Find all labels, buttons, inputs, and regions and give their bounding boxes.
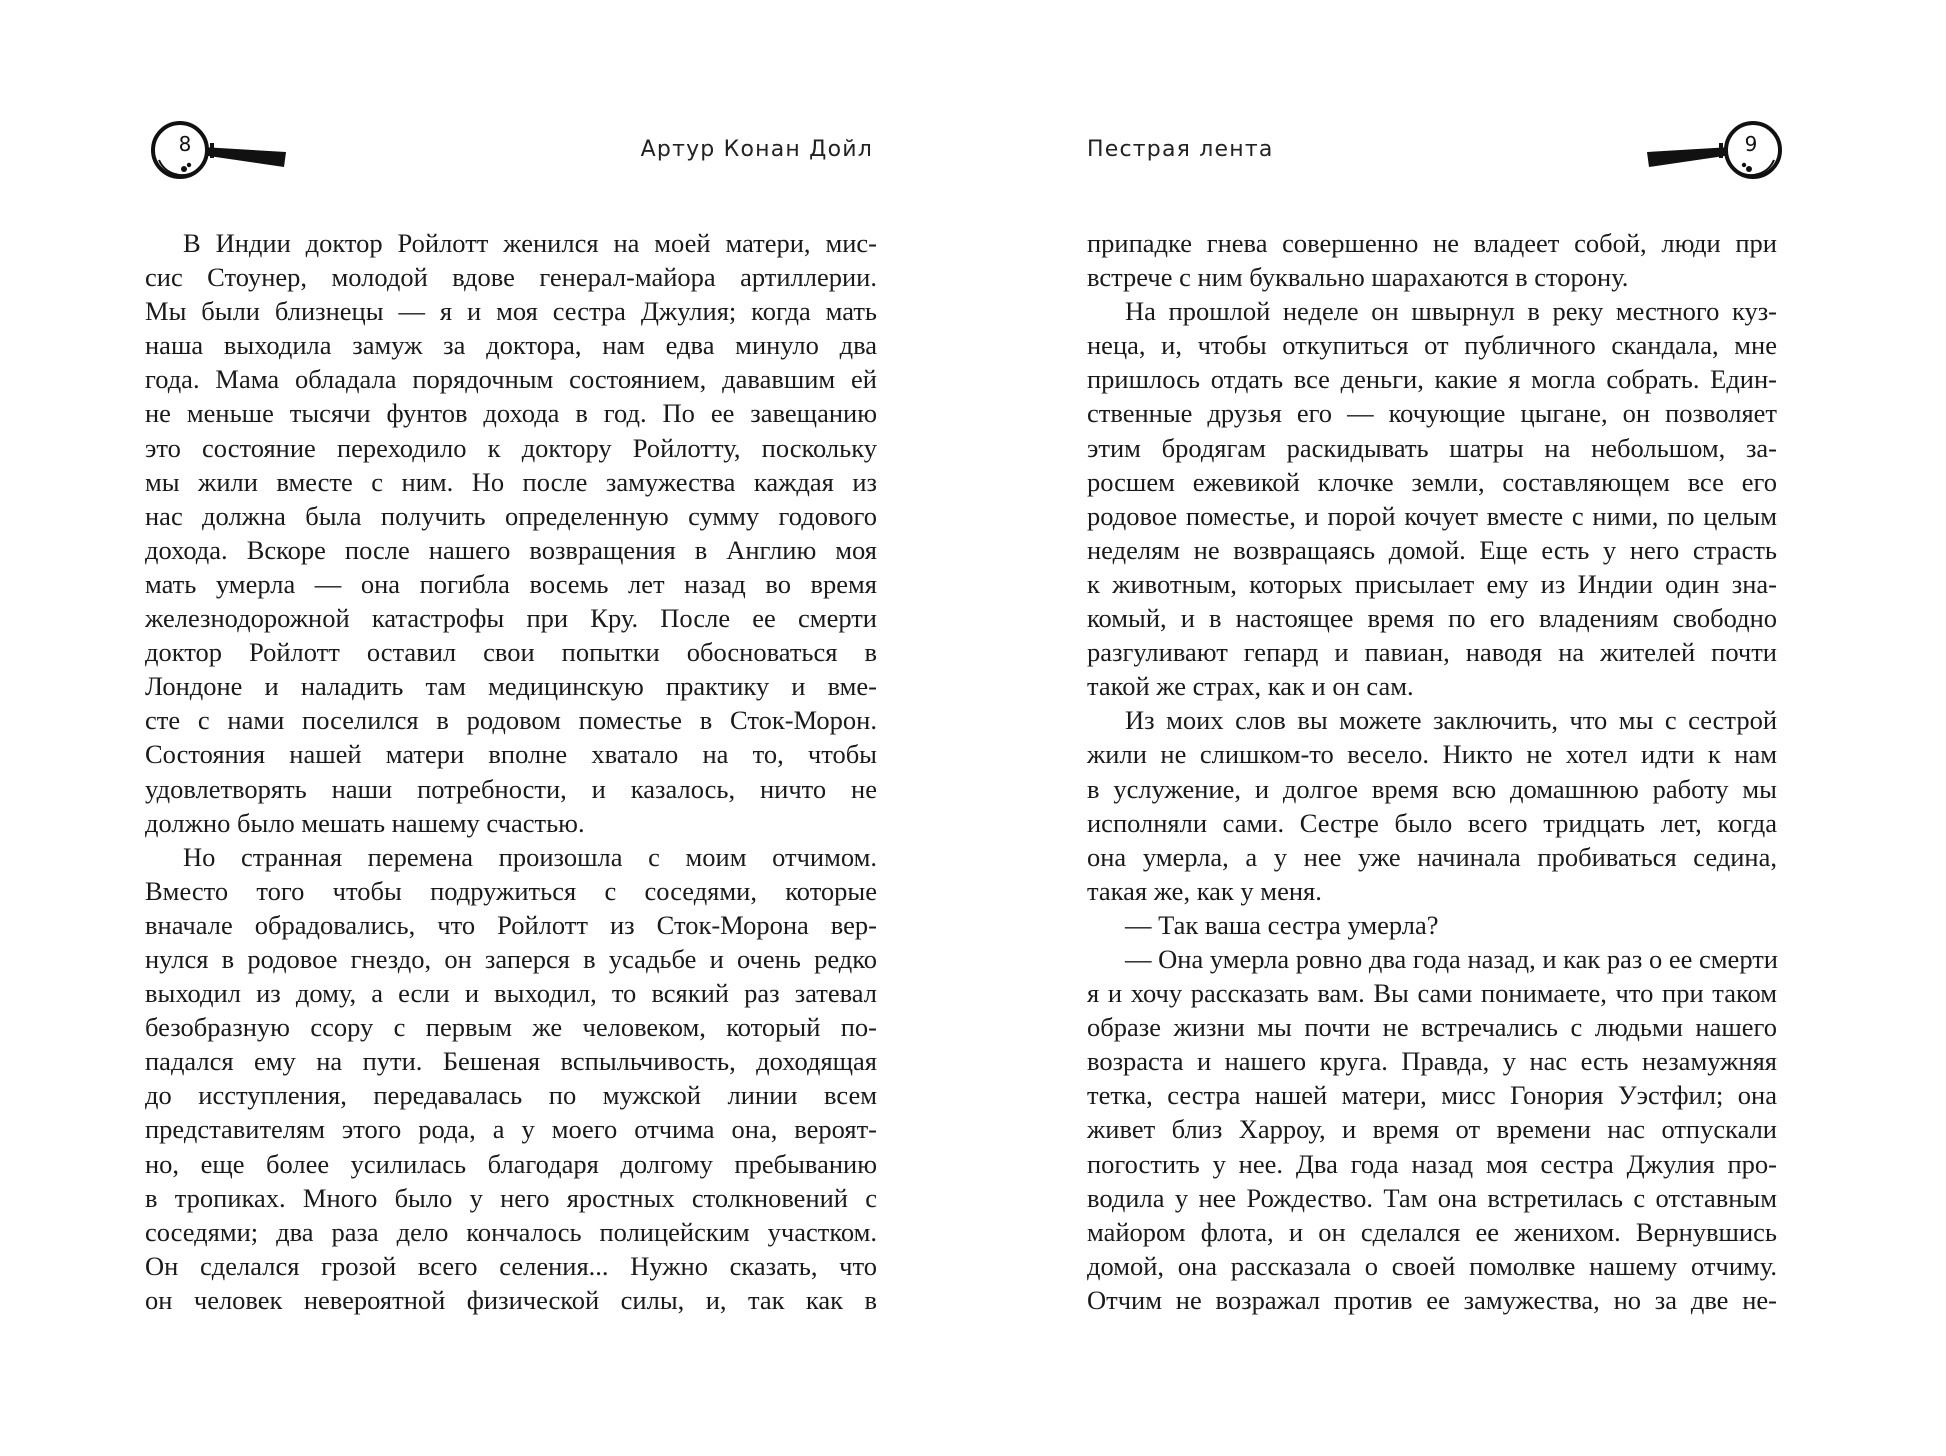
text-line: вначале обрадовались, что Ройлотт из Сток-Морона вер- xyxy=(145,909,877,940)
text-line: домой, она рассказала о своей помолвке нашему отчиму. xyxy=(1087,1250,1777,1281)
text-line: года. Мама обладала порядочным состоянием, дававшим ей xyxy=(145,364,877,395)
text-line: Состояния нашей матери вполне хватало на то, чтобы xyxy=(145,739,877,770)
text-line: дохода. Вскоре после нашего возвращения в Англию моя xyxy=(145,534,877,565)
text-line: такой же страх, как и он сам. xyxy=(1087,671,1414,702)
text-line: росшем ежевикой клочке земли, составляющем все его xyxy=(1087,466,1777,497)
text-line: разгуливают гепард и павиан, наводя на жителей почти xyxy=(1087,637,1777,668)
text-line: возраста и нашего круга. Правда, у нас есть незамужняя xyxy=(1087,1046,1777,1077)
text-line: удовлетворять наши потребности, и казалось, ничто не xyxy=(145,773,877,804)
text-line: Мы были близнецы — я и моя сестра Джулия; когда мать xyxy=(145,296,877,327)
text-line: но, еще более усилилась благодаря долгому пребыванию xyxy=(145,1148,877,1179)
text-line: нас должна была получить определенную сумму годового xyxy=(145,500,877,531)
text-line: я и хочу рассказать вам. Вы сами понимаете, что при таком xyxy=(1087,978,1777,1009)
text-line: в услужение, и долгое время всю домашнюю работу мы xyxy=(1087,773,1777,804)
page-number: 8 xyxy=(178,132,192,156)
text-line: мать умерла — она погибла восемь лет назад во время xyxy=(145,568,877,599)
text-line: водила у нее Рождество. Там она встретилась с отставным xyxy=(1087,1182,1777,1213)
text-line: этим бродягам раскидывать шатры на небольшом, за- xyxy=(1087,432,1777,463)
text-line: не меньше тысячи фунтов дохода в год. По ее завещанию xyxy=(145,398,877,429)
text-line: — Так ваша сестра умерла? xyxy=(1125,909,1439,940)
text-line: сте с нами поселился в родовом поместье в Сток-Морон. xyxy=(145,705,877,736)
text-line: Из моих слов вы можете заключить, что мы с сестрой xyxy=(1125,705,1777,736)
text-line: железнодорожной катастрофы при Кру. После ее смерти xyxy=(145,603,877,634)
text-line: безобразную ссору с первым же человеком, который по- xyxy=(145,1012,877,1043)
text-line: она умерла, а у нее уже начинала пробиваться седина, xyxy=(1087,841,1777,872)
text-line: — Она умерла ровно два года назад, и как раз о ее смерти xyxy=(1125,943,1778,974)
text-line: должно было мешать нашему счастью. xyxy=(145,807,585,838)
text-line: падался ему на пути. Бешеная вспыльчивость, доходящая xyxy=(145,1046,877,1077)
text-line: Отчим не возражал против ее замужества, но за две не- xyxy=(1087,1284,1777,1315)
text-line: тетка, сестра нашей матери, мисс Гонория Уэстфил; она xyxy=(1087,1080,1777,1111)
text-line: Но странная перемена произошла с моим отчимом. xyxy=(183,841,877,872)
page-number: 9 xyxy=(1744,132,1758,156)
text-line: комый, и в настоящее время по его владениям свободно xyxy=(1087,603,1777,634)
text-line: жили не слишком-то весело. Никто не хотел идти к нам xyxy=(1087,739,1777,770)
text-line: ственные друзья его — кочующие цыгане, он позволяет xyxy=(1087,398,1777,429)
text-line: неца, и, чтобы откупиться от публичного скандала, мне xyxy=(1087,330,1777,361)
text-line: На прошлой неделе он швырнул в реку местного куз- xyxy=(1125,296,1777,327)
text-line: В Индии доктор Ройлотт женился на моей матери, мис- xyxy=(183,228,877,258)
text-line: это состояние переходило к доктору Ройлотту, поскольку xyxy=(145,432,877,463)
text-line: неделям не возвращаясь домой. Еще есть у него страсть xyxy=(1087,534,1777,565)
text-line: образе жизни мы почти не встречались с людьми нашего xyxy=(1087,1012,1777,1043)
running-head-author: Артур Конан Дойл xyxy=(640,137,873,162)
running-head-title: Пестрая лента xyxy=(1087,137,1274,162)
text-line: встрече с ним буквально шарахаются в сторону. xyxy=(1087,262,1629,293)
text-line: погостить у нее. Два года назад моя сестра Джулия про- xyxy=(1087,1148,1777,1179)
page-number-badge xyxy=(1643,112,1783,188)
text-line: наша выходила замуж за доктора, нам едва минуло два xyxy=(145,330,877,361)
text-line: Вместо того чтобы подружиться с соседями, которые xyxy=(145,875,877,906)
text-line: Он сделался грозой всего селения... Нужно сказать, что xyxy=(145,1250,877,1281)
text-line: выходил из дому, а если и выходил, то всякий раз затевал xyxy=(145,978,877,1009)
text-line: пришлось отдать все деньги, какие я могла собрать. Един- xyxy=(1087,364,1777,395)
body-text xyxy=(1087,226,1777,1317)
text-line: майором флота, и он сделался ее женихом. Вернувшись xyxy=(1087,1216,1777,1247)
text-line: родовое поместье, и порой кочует вместе с ними, по целым xyxy=(1087,500,1777,531)
text-line: он человек невероятной физической силы, и, так как в xyxy=(145,1284,877,1315)
text-line: живет близ Харроу, и время от времени нас отпускали xyxy=(1087,1114,1777,1145)
text-line: Лондоне и наладить там медицинскую практику и вме- xyxy=(145,671,877,702)
text-line: сис Стоунер, молодой вдове генерал-майора артиллерии. xyxy=(145,262,877,293)
page-number-badge xyxy=(150,112,290,188)
text-line: нулся в родовое гнездо, он заперся в усадьбе и очень редко xyxy=(145,943,877,974)
text-line: представителям этого рода, а у моего отчима она, вероят- xyxy=(145,1114,877,1145)
text-line: припадке гнева совершенно не владеет собой, люди при xyxy=(1087,228,1777,258)
text-line: соседями; два раза дело кончалось полицейским участком. xyxy=(145,1216,877,1247)
text-line: к животным, которых присылает ему из Индии один зна- xyxy=(1087,568,1777,599)
text-line: исполняли сами. Сестре было всего тридцать лет, когда xyxy=(1087,807,1777,838)
text-line: такая же, как у меня. xyxy=(1087,875,1322,906)
body-text xyxy=(145,226,877,1317)
text-line: мы жили вместе с ним. Но после замужества каждая из xyxy=(145,466,877,497)
text-line: до исступления, передавалась по мужской линии всем xyxy=(145,1080,877,1111)
text-line: в тропиках. Много было у него яростных столкновений с xyxy=(145,1182,877,1213)
right-page xyxy=(973,0,1946,1456)
text-line: доктор Ройлотт оставил свои попытки обосноваться в xyxy=(145,637,877,668)
